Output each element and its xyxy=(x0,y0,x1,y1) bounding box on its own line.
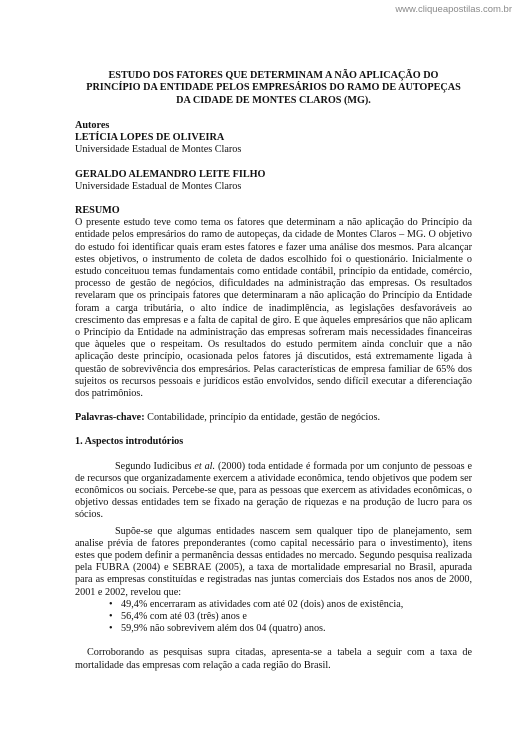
paragraph-text: Segundo Iudicibus xyxy=(115,460,195,472)
keywords-label: Palavras-chave: xyxy=(75,412,145,424)
body-paragraph: Supõe-se que algumas entidades nascem sem qualquer tipo de planejamento, sem analise prévia de fatores preponderantes (como capital necessário para o investimento), itens estes que podem definir a permanência dessas entidades no mercado. Segundo pesquisa realizada pela FUBRA (2004) e SEBRAE (2005), a taxa de mortalidade empresarial no Brasil, apurada para as empresas constituídas e registradas nas juntas comerciais dos Estados nos anos de 2000, 2001 e 2002, revelou que: xyxy=(75,525,472,598)
paper-title xyxy=(75,70,472,107)
author-affiliation: Universidade Estadual de Montes Claros xyxy=(75,180,242,192)
watermark-url: www.cliqueapostilas.com.br xyxy=(395,4,512,15)
title-line: ESTUDO DOS FATORES QUE DETERMINAM A NÃO APLICAÇÃO DO xyxy=(108,70,439,81)
list-item: • 59,9% não sobrevivem além dos 04 (quatro) anos. xyxy=(109,623,472,635)
authors-label: Autores xyxy=(75,119,110,131)
keywords-text: Contabilidade, princípio da entidade, gestão de negócios. xyxy=(144,412,380,424)
section-heading: 1. Aspectos introdutórios xyxy=(75,436,184,448)
keywords xyxy=(75,412,472,424)
list-item: • 49,4% encerraram as atividades com até 02 (dois) anos de existência, xyxy=(109,599,472,611)
statistics-list xyxy=(75,599,472,636)
author-name: LETÍCIA LOPES DE OLIVEIRA xyxy=(75,132,225,144)
paragraph-text: (2000) toda entidade é formada por um conjunto de pessoas e de recursos que organizadamente exercem a atividade econômica, tendo objetivos que podem ser econômicos ou sociais. Percebe-se que, para as pessoas que exercem as atividades econômicas, o objetivo dessas entidades tem se fixado na geração de riquezas e na produção de lucro para os sócios. xyxy=(75,460,472,521)
body-paragraph: Corroborando as pesquisas supra citadas, apresenta-se a tabela a seguir com a taxa de mortalidade das empresas com relação a cada região do Brasil. xyxy=(75,647,472,671)
title-line: PRINCÍPIO DA ENTIDADE PELOS EMPRESÁRIOS DO RAMO DE AUTOPEÇAS xyxy=(86,82,461,94)
document-page xyxy=(75,70,472,672)
author-name: GERALDO ALEMANDRO LEITE FILHO xyxy=(75,168,266,180)
abstract-heading: RESUMO xyxy=(75,204,120,216)
citation-italic: et al. xyxy=(194,460,216,472)
list-item: • 56,4% com até 03 (três) anos e xyxy=(109,611,472,623)
body-paragraph xyxy=(75,461,472,522)
title-line: DA CIDADE DE MONTES CLAROS (MG). xyxy=(176,94,371,106)
abstract-text: O presente estudo teve como tema os fatores que determinam a não aplicação do Princípio da entidade pelos empresários do ramo de autopeças, da cidade de Montes Claros – MG. O objetivo do estudo foi identificar quais eram estes fatores e fazer uma análise dos mesmos. Para alcançar estes objetivos, o instrumento de coleta de dados escolhido foi o questionário. Inicialmente o estudo conceituou temas fundamentais como entidade contábil, princípio da entidade, comércio, processo de gestão de negócios, dificuldades na administração das empresas. Os resultados revelaram que os principais fatores que determinaram a não aplicação do Princípio da Entidade foram a carga tributária, o alto índice de inadimplência, as legislações desfavoráveis ao crescimento das empresas e a falta de capital de giro. E que àqueles empresários que não aplicam o Princípio da Entidade na administração das empresas sofreram mais necessidades financeiras que àqueles que o respeitam. Os resultados do estudo permitem ainda concluir que a não aplicação deste princípio, ocasionada pelos fatores já discutidos, está extremamente ligada à questão de sobrevivência dos empresários. Pelas características de empresa familiar de 65% dos sujeitos os recursos pessoais e jurídicos estão envolvidos, sendo difícil executar a diferenciação dos patrimônios. xyxy=(75,217,472,399)
author-affiliation: Universidade Estadual de Montes Claros xyxy=(75,144,242,156)
